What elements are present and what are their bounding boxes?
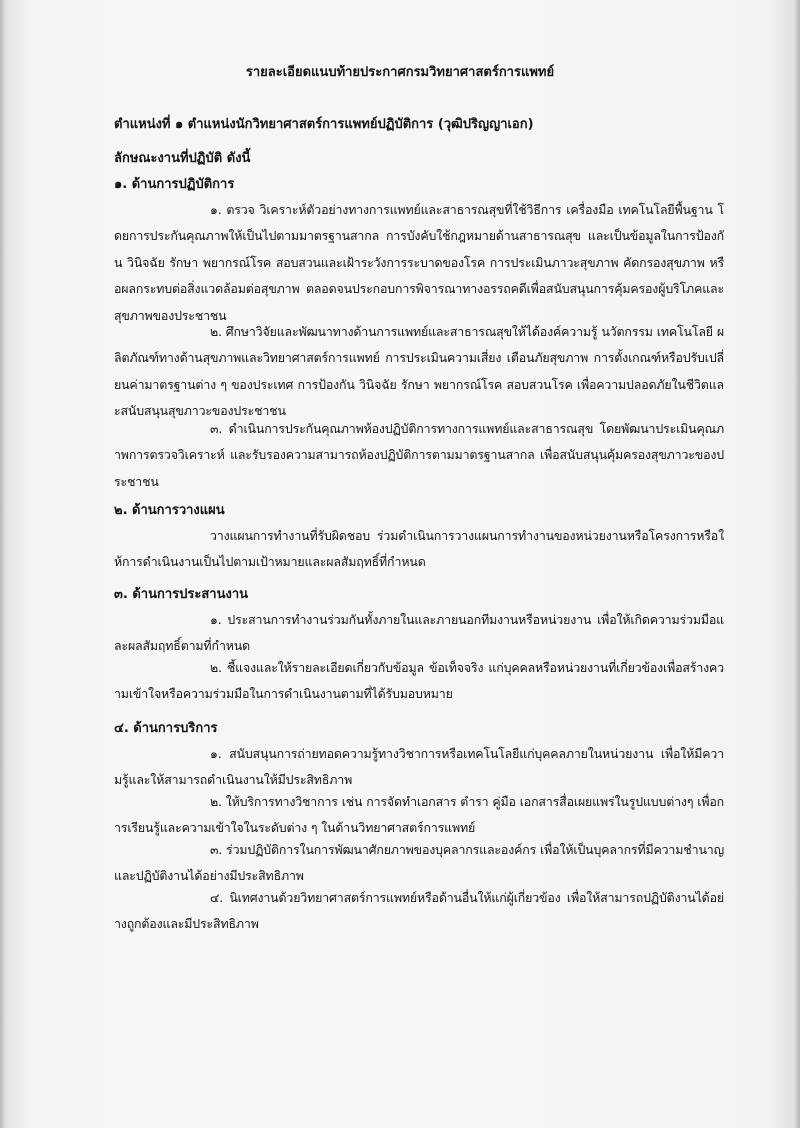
section-1-paragraph-3: ๓. ดำเนินการประกันคุณภาพห้องปฏิบัติการทางการแพทย์และสาธารณสุข โดยพัฒนาประเมินคุณภาพการตรวจวิเคราะห์ และรับรองความสามารถห้องปฏิบัติการตามมาตรฐานสากล เพื่อสนับสนุนคุ้มครองสุขภาวะของประชาชน — [114, 421, 724, 489]
section-3-paragraph-1: ๑. ประสานการทำงานร่วมกันทั้งภายในและภายนอกทีมงานหรือหน่วยงาน เพื่อให้เกิดความร่วมมือและผลสัมฤทธิ์ตามที่กำหนด — [114, 612, 724, 654]
position-title: ตำแหน่งที่ ๑ ตำแหน่งนักวิทยาศาสตร์การแพทย์ปฏิบัติการ (วุฒิปริญญาเอก) — [114, 117, 534, 132]
page-right-edge — [794, 0, 800, 1128]
section-4-paragraph-2: ๒. ให้บริการทางวิชาการ เช่น การจัดทำเอกสาร ตำรา คู่มือ เอกสารสื่อเผยแพร่ในรูปแบบต่างๆ เพื่อการเรียนรู้และความเข้าใจในระดับต่าง ๆ ในด้านวิทยาศาสตร์การแพทย์ — [114, 794, 724, 836]
section-4-paragraph-3: ๓. ร่วมปฏิบัติการในการพัฒนาศักยภาพของบุคลากรและองค์กร เพื่อให้เป็นบุคลากรที่มีความชำนาญและปฏิบัติงานได้อย่างมีประสิทธิภาพ — [114, 842, 724, 884]
section-3-paragraph-2: ๒. ชี้แจงและให้รายละเอียดเกี่ยวกับข้อมูล ข้อเท็จจริง แก่บุคคลหรือหน่วยงานที่เกี่ยวข้องเพื่อสร้างความเข้าใจหรือความร่วมมือในการดำเนินงานตามที่ได้รับมอบหมาย — [114, 660, 724, 702]
document-title: รายละเอียดแนบท้ายประกาศกรมวิทยาศาสตร์การแพทย์ — [245, 65, 555, 80]
page-left-edge — [0, 0, 6, 1128]
section-4-paragraph-4: ๔. นิเทศงานด้วยวิทยาศาสตร์การแพทย์หรือด้านอื่นให้แก่ผู้เกี่ยวข้อง เพื่อให้สามารถปฏิบัติงานได้อย่างถูกต้องและมีประสิทธิภาพ — [114, 890, 724, 932]
section-1-paragraph-1: ๑. ตรวจ วิเคราะห์ตัวอย่างทางการแพทย์และสาธารณสุขที่ใช้วิธีการ เครื่องมือ เทคโนโลยีพื้นฐาน โดยการประกันคุณภาพให้เป็นไปตามมาตรฐานสากล การบังคับใช้กฎหมายด้านสาธารณสุข และเป็นข้อมูลในการป้องกัน วินิจฉัย รักษา พยากรณ์โรค สอบสวนและเฝ้าระวังการระบาดของโรค การประเมินภาวะสุขภาพ คัดกรองสุขภาพ หรือผลกระทบต่อสิ่งแวดล้อมต่อสุขภาพ ตลอดจนประกอบการพิจารณาทางอรรถคดีเพื่อสนับสนุนการคุ้มครองผู้บริโภคและสุขภาพของประชาชน — [114, 202, 724, 323]
section-2-paragraph-1: วางแผนการทำงานที่รับผิดชอบ ร่วมดำเนินการวางแผนการทำงานของหน่วยงานหรือโครงการหรือให้การดำเนินงานเป็นไปตามเป้าหมายและผลสัมฤทธิ์ที่กำหนด — [114, 528, 724, 570]
section-1-paragraph-2: ๒. ศึกษาวิจัยและพัฒนาทางด้านการแพทย์และสาธารณสุขให้ได้องค์ความรู้ นวัตกรรม เทคโนโลยี ผลิตภัณฑ์ทางด้านสุขภาพและวิทยาศาสตร์การแพทย์ การประเมินความเสี่ยง เตือนภัยสุขภาพ การตั้งเกณฑ์หรือปรับเปลี่ยนค่ามาตรฐานต่าง ๆ ของประเทศ การป้องกัน วินิจฉัย รักษา พยากรณ์โรค สอบสวนโรค เพื่อความปลอดภัยในชีวิตและสนับสนุนสุขภาวะของประชาชน — [114, 324, 724, 419]
duties-heading: ลักษณะงานที่ปฏิบัติ ดังนี้ — [114, 151, 251, 166]
section-4-heading: ๔. ด้านการบริการ — [114, 721, 218, 736]
section-2-heading: ๒. ด้านการวางแผน — [114, 503, 225, 518]
section-4-paragraph-1: ๑. สนับสนุนการถ่ายทอดความรู้ทางวิชาการหรือเทคโนโลยีแก่บุคคลภายในหน่วยงาน เพื่อให้มีความรู้และให้สามารถดำเนินงานให้มีประสิทธิภาพ — [114, 746, 724, 788]
section-1-heading: ๑. ด้านการปฏิบัติการ — [114, 177, 235, 192]
section-3-heading: ๓. ด้านการประสานงาน — [114, 587, 249, 602]
